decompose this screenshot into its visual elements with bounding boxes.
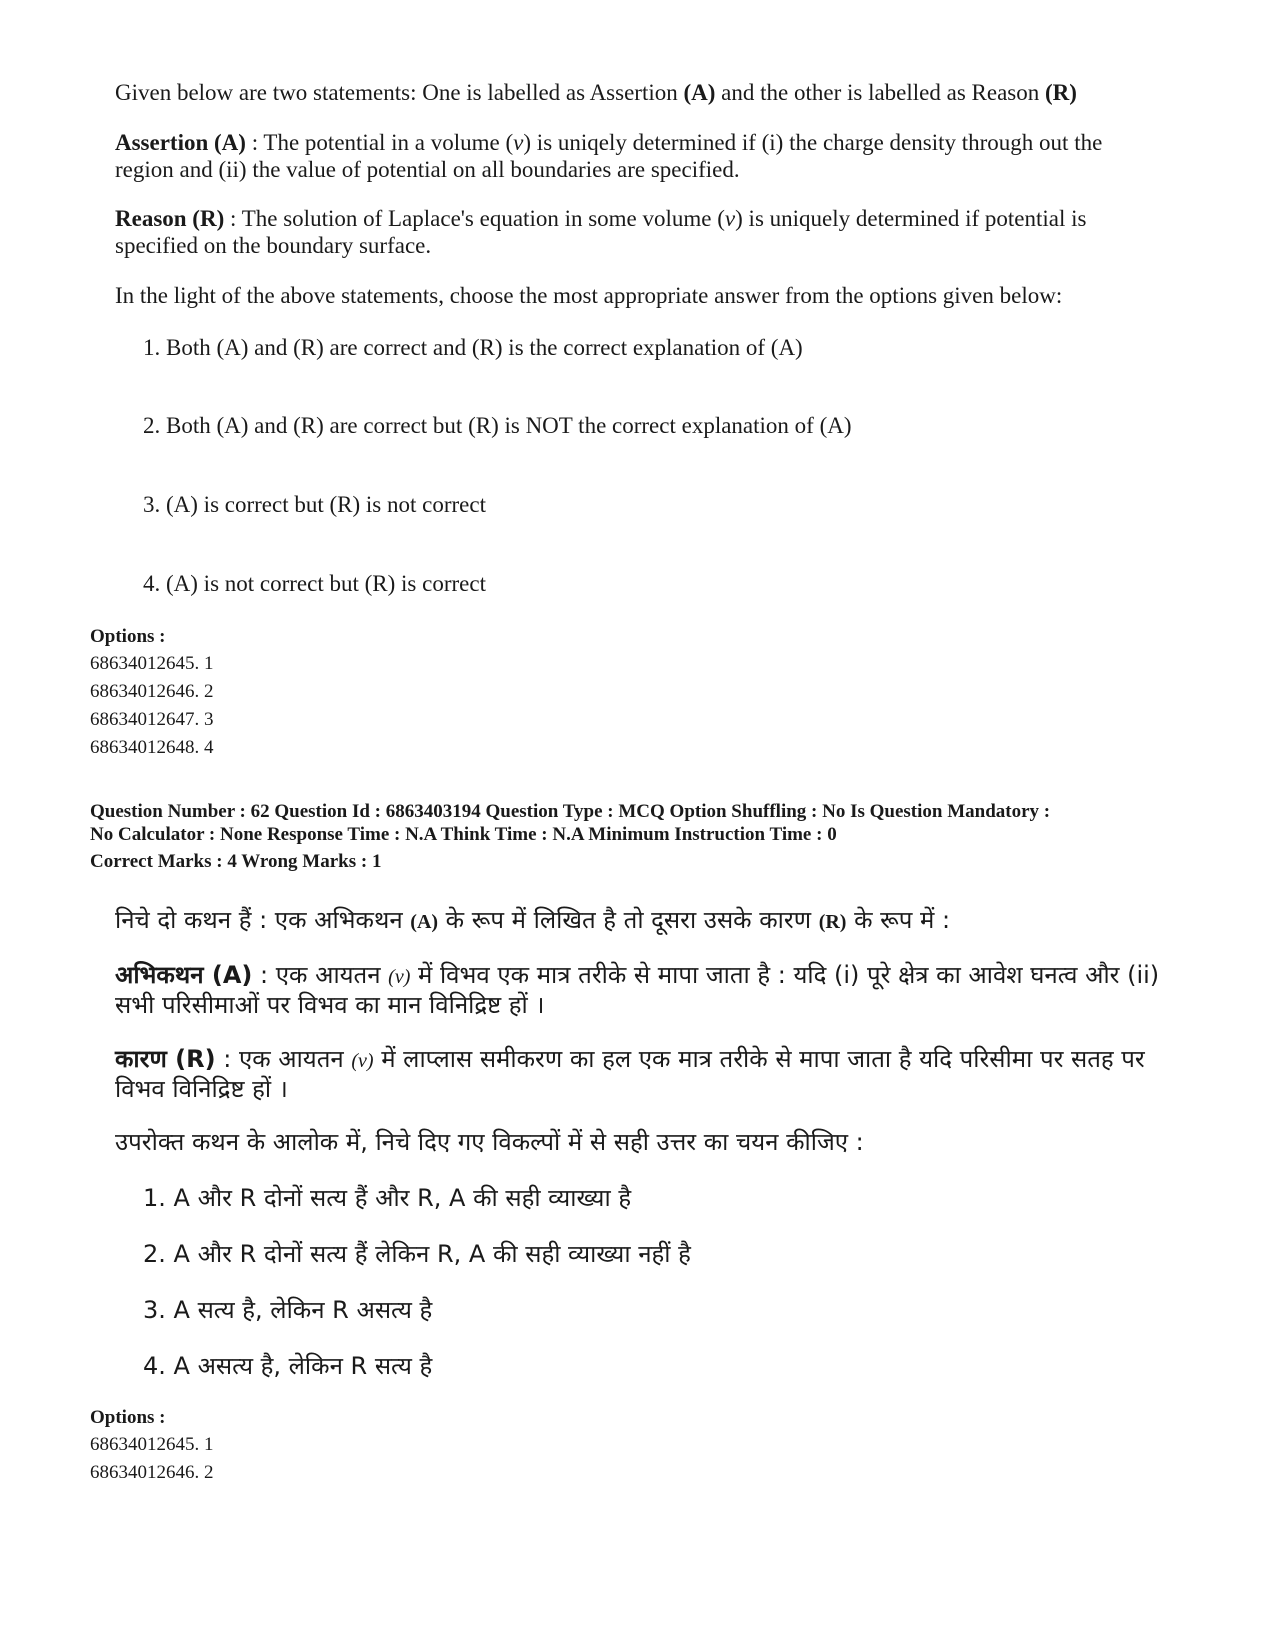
q61-intro <box>115 80 1077 106</box>
q62-hi-assertion-var: (v) <box>388 966 411 988</box>
q61-instruction: In the light of the above statements, choose the most appropriate answer from the options given below: <box>115 283 1063 308</box>
q61-reason-line1 <box>115 206 1086 232</box>
q61-intro-text: Given below are two statements: One is labelled as Assertion <box>115 80 684 105</box>
q61-assertion-post: ) is uniqely determined if (i) the charge density through out the <box>523 130 1103 155</box>
q61-reason-post: ) is uniquely determined if potential is <box>735 206 1087 231</box>
q62-hi-reason-label: कारण (R) <box>115 1045 216 1073</box>
q62-hi-assertion-post: में विभव एक मात्र तरीके से मापा जाता है : यदि (i) पूरे क्षेत्र का आवेश घनत्व और (ii) <box>410 961 1160 989</box>
q62-option-2: 68634012646. 2 <box>90 1462 214 1483</box>
q61-reason-pre: : The solution of Laplace's equation in some volume ( <box>224 206 725 231</box>
q61-assertion-line1 <box>115 130 1102 156</box>
q61-option-2: 68634012646. 2 <box>90 681 214 702</box>
q62-meta-line2: No Calculator : None Response Time : N.A Think Time : N.A Minimum Instruction Time : 0 <box>90 824 837 845</box>
q61-assertion-pre: : The potential in a volume ( <box>245 130 514 155</box>
q61-intro-assertion-tag: (A) <box>683 80 716 105</box>
q61-option-3: 68634012647. 3 <box>90 709 214 730</box>
q61-reason-label: Reason (R) <box>115 206 225 231</box>
q61-reason-line2: specified on the boundary surface. <box>115 233 432 258</box>
q62-hi-choice-4: 4. A असत्य है, लेकिन R सत्य है <box>143 1352 433 1380</box>
q61-assertion-label: Assertion (A) <box>115 130 246 155</box>
q61-intro-reason-tag: (R) <box>1045 80 1077 105</box>
q62-hi-choice-2: 2. A और R दोनों सत्य हैं लेकिन R, A की सही व्याख्या नहीं है <box>143 1240 691 1268</box>
q61-choice-2: 2. Both (A) and (R) are correct but (R) is NOT the correct explanation of (A) <box>143 413 852 438</box>
q62-hi-intro <box>115 903 950 936</box>
q62-hi-choice-1: 1. A और R दोनों सत्य हैं और R, A की सही व्याख्या है <box>143 1184 632 1212</box>
q62-hi-assertion-label: अभिकथन (A) <box>115 961 253 989</box>
q62-meta-line3: Correct Marks : 4 Wrong Marks : 1 <box>90 851 382 872</box>
q61-intro-mid: and the other is labelled as Reason <box>715 80 1045 105</box>
q62-hi-reason-var: (v) <box>351 1050 374 1072</box>
q62-hi-assertion-line2: सभी परिसीमाओं पर विभव का मान विनिद्रिष्ट हों । <box>115 991 545 1019</box>
q62-hi-assertion-line1 <box>115 958 1159 991</box>
q61-option-1: 68634012645. 1 <box>90 653 214 674</box>
q62-hi-choice-3: 3. A सत्य है, लेकिन R असत्य है <box>143 1296 433 1324</box>
q62-options-label: Options : <box>90 1407 166 1428</box>
q61-choice-4: 4. (A) is not correct but (R) is correct <box>143 571 486 596</box>
q62-option-1: 68634012645. 1 <box>90 1434 214 1455</box>
q62-hi-reason-line2: विभव विनिद्रिष्ट हों । <box>115 1075 288 1103</box>
q62-hi-instruction: उपरोक्त कथन के आलोक में, निचे दिए गए विकल्पों में से सही उत्तर का चयन कीजिए : <box>115 1128 864 1156</box>
q61-options-label: Options : <box>90 626 166 647</box>
q62-hi-reason-line1 <box>115 1042 1145 1075</box>
q62-hi-intro-p3: के रूप में : <box>846 906 951 934</box>
q62-hi-intro-p2: के रूप में लिखित है तो दूसरा उसके कारण <box>438 906 819 934</box>
q61-choice-3: 3. (A) is correct but (R) is not correct <box>143 492 486 517</box>
q62-hi-intro-a: (A) <box>410 911 439 933</box>
q62-meta-line1: Question Number : 62 Question Id : 6863403194 Question Type : MCQ Option Shuffling : No Is Question Mandatory : <box>90 801 1051 822</box>
q61-assertion-var: v <box>513 130 524 155</box>
q61-assertion-line2: region and (ii) the value of potential on all boundaries are specified. <box>115 157 740 182</box>
q62-hi-reason-pre: : एक आयतन <box>215 1045 352 1073</box>
q62-hi-intro-p1: निचे दो कथन हैं : एक अभिकथन <box>115 906 411 934</box>
q62-hi-reason-post: में लाप्लास समीकरण का हल एक मात्र तरीके से मापा जाता है यदि परिसीमा पर सतह पर <box>373 1045 1145 1073</box>
q61-option-4: 68634012648. 4 <box>90 737 214 758</box>
q62-hi-assertion-pre: : एक आयतन <box>252 961 389 989</box>
q62-hi-intro-r: (R) <box>818 911 847 933</box>
q61-reason-var: v <box>724 206 736 231</box>
q61-choice-1: 1. Both (A) and (R) are correct and (R) is the correct explanation of (A) <box>143 335 803 360</box>
